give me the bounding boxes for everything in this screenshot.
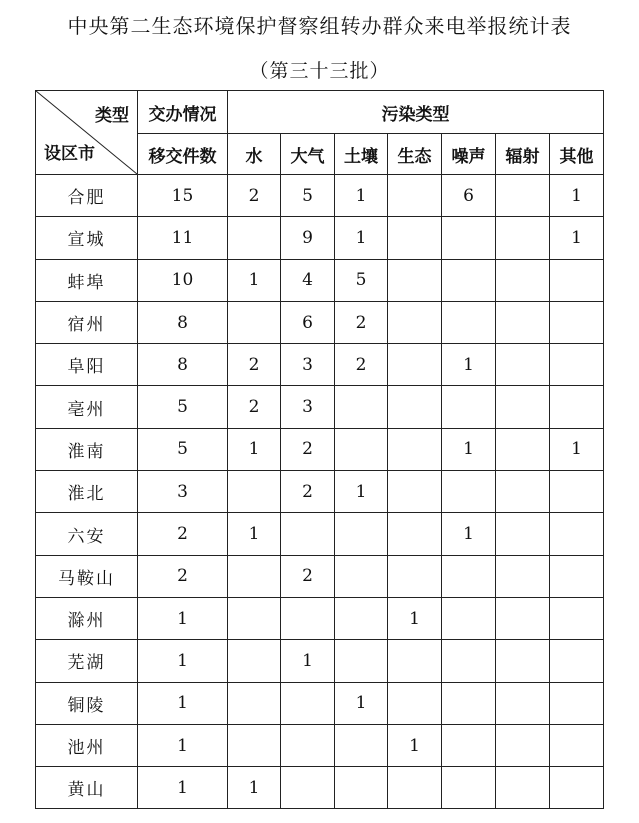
air-cell: 9 (281, 217, 335, 259)
air-cell (281, 724, 335, 766)
eco-cell (388, 175, 442, 217)
type-header-eco: 生态 (388, 134, 442, 175)
count-cell: 8 (138, 301, 228, 343)
count-cell: 1 (138, 767, 228, 809)
count-cell: 5 (138, 428, 228, 470)
noise-cell (442, 640, 496, 682)
type-header-other: 其他 (550, 134, 604, 175)
eco-cell (388, 259, 442, 301)
table-row (36, 301, 604, 343)
eco-cell (388, 640, 442, 682)
count-cell: 10 (138, 259, 228, 301)
radiation-cell (496, 555, 550, 597)
air-cell: 1 (281, 640, 335, 682)
type-header-noise: 噪声 (442, 134, 496, 175)
diagonal-top-label: 类型 (95, 106, 129, 126)
city-cell: 淮北 (36, 471, 138, 513)
city-cell: 黄山 (36, 767, 138, 809)
noise-cell (442, 682, 496, 724)
city-cell: 蚌埠 (36, 259, 138, 301)
report-table (35, 90, 604, 809)
other-cell (550, 640, 604, 682)
radiation-cell (496, 513, 550, 555)
water-cell (228, 555, 281, 597)
water-cell (228, 597, 281, 639)
other-cell: 1 (550, 428, 604, 470)
radiation-cell (496, 217, 550, 259)
other-cell (550, 386, 604, 428)
other-cell (550, 682, 604, 724)
other-cell: 1 (550, 175, 604, 217)
eco-cell (388, 471, 442, 513)
noise-cell (442, 386, 496, 428)
noise-cell (442, 555, 496, 597)
soil-cell: 1 (335, 471, 388, 513)
air-cell: 5 (281, 175, 335, 217)
table-row (36, 767, 604, 809)
city-cell: 阜阳 (36, 344, 138, 386)
noise-cell: 1 (442, 513, 496, 555)
city-cell: 宿州 (36, 301, 138, 343)
eco-cell: 1 (388, 724, 442, 766)
eco-cell (388, 386, 442, 428)
diagonal-bottom-label: 设区市 (44, 144, 95, 164)
radiation-cell (496, 682, 550, 724)
radiation-cell (496, 471, 550, 513)
radiation-cell (496, 344, 550, 386)
air-cell (281, 513, 335, 555)
city-cell: 淮南 (36, 428, 138, 470)
noise-cell (442, 301, 496, 343)
noise-cell (442, 471, 496, 513)
count-cell: 8 (138, 344, 228, 386)
eco-cell (388, 513, 442, 555)
city-cell: 芜湖 (36, 640, 138, 682)
water-cell: 1 (228, 513, 281, 555)
noise-cell: 1 (442, 428, 496, 470)
radiation-cell (496, 386, 550, 428)
count-cell: 2 (138, 513, 228, 555)
air-cell: 3 (281, 344, 335, 386)
table-row (36, 259, 604, 301)
table-row (36, 597, 604, 639)
radiation-cell (496, 724, 550, 766)
water-cell (228, 301, 281, 343)
type-header-radiation: 辐射 (496, 134, 550, 175)
eco-cell (388, 217, 442, 259)
count-cell: 1 (138, 724, 228, 766)
count-cell: 1 (138, 640, 228, 682)
soil-cell (335, 513, 388, 555)
city-cell: 马鞍山 (36, 555, 138, 597)
table-row (36, 513, 604, 555)
count-cell: 5 (138, 386, 228, 428)
radiation-cell (496, 597, 550, 639)
soil-cell (335, 724, 388, 766)
table-row (36, 471, 604, 513)
table-row (36, 386, 604, 428)
assign-group-header: 交办情况 (138, 91, 228, 134)
eco-cell (388, 428, 442, 470)
other-cell (550, 767, 604, 809)
count-cell: 3 (138, 471, 228, 513)
noise-cell: 6 (442, 175, 496, 217)
table-row (36, 217, 604, 259)
eco-cell (388, 767, 442, 809)
radiation-cell (496, 175, 550, 217)
city-cell: 亳州 (36, 386, 138, 428)
noise-cell (442, 597, 496, 639)
noise-cell (442, 217, 496, 259)
radiation-cell (496, 259, 550, 301)
air-cell: 4 (281, 259, 335, 301)
city-cell: 铜陵 (36, 682, 138, 724)
soil-cell: 5 (335, 259, 388, 301)
radiation-cell (496, 640, 550, 682)
soil-cell: 1 (335, 175, 388, 217)
air-cell: 6 (281, 301, 335, 343)
soil-cell (335, 767, 388, 809)
city-cell: 合肥 (36, 175, 138, 217)
city-cell: 宣城 (36, 217, 138, 259)
soil-cell: 1 (335, 682, 388, 724)
water-cell: 2 (228, 175, 281, 217)
table-row (36, 344, 604, 386)
air-cell: 2 (281, 428, 335, 470)
water-cell: 2 (228, 344, 281, 386)
diagonal-header-cell (36, 91, 138, 175)
air-cell: 2 (281, 555, 335, 597)
radiation-cell (496, 301, 550, 343)
table-row (36, 724, 604, 766)
count-cell: 2 (138, 555, 228, 597)
eco-cell (388, 682, 442, 724)
water-cell (228, 471, 281, 513)
document-title: 中央第二生态环境保护督察组转办群众来电举报统计表 (67, 14, 572, 38)
soil-cell (335, 597, 388, 639)
pollution-group-header: 污染类型 (228, 91, 604, 134)
noise-cell: 1 (442, 344, 496, 386)
count-cell: 1 (138, 682, 228, 724)
soil-cell: 2 (335, 344, 388, 386)
city-cell: 滁州 (36, 597, 138, 639)
count-cell: 1 (138, 597, 228, 639)
water-cell: 1 (228, 428, 281, 470)
soil-cell (335, 386, 388, 428)
water-cell: 1 (228, 259, 281, 301)
city-cell: 六安 (36, 513, 138, 555)
air-cell (281, 597, 335, 639)
other-cell (550, 597, 604, 639)
air-cell (281, 682, 335, 724)
soil-cell (335, 428, 388, 470)
count-cell: 11 (138, 217, 228, 259)
air-cell: 2 (281, 471, 335, 513)
other-cell (550, 724, 604, 766)
eco-cell: 1 (388, 597, 442, 639)
water-cell: 2 (228, 386, 281, 428)
eco-cell (388, 344, 442, 386)
type-header-air: 大气 (281, 134, 335, 175)
other-cell: 1 (550, 217, 604, 259)
count-cell: 15 (138, 175, 228, 217)
table-row (36, 175, 604, 217)
assign-count-header: 移交件数 (138, 134, 228, 175)
type-header-soil: 土壤 (335, 134, 388, 175)
radiation-cell (496, 767, 550, 809)
water-cell (228, 640, 281, 682)
noise-cell (442, 259, 496, 301)
air-cell: 3 (281, 386, 335, 428)
other-cell (550, 259, 604, 301)
soil-cell: 2 (335, 301, 388, 343)
city-cell: 池州 (36, 724, 138, 766)
noise-cell (442, 767, 496, 809)
other-cell (550, 513, 604, 555)
radiation-cell (496, 428, 550, 470)
table-row (36, 555, 604, 597)
noise-cell (442, 724, 496, 766)
table-row (36, 682, 604, 724)
other-cell (550, 301, 604, 343)
other-cell (550, 471, 604, 513)
soil-cell (335, 640, 388, 682)
other-cell (550, 555, 604, 597)
other-cell (550, 344, 604, 386)
soil-cell: 1 (335, 217, 388, 259)
eco-cell (388, 301, 442, 343)
soil-cell (335, 555, 388, 597)
table-row (36, 640, 604, 682)
table-row (36, 428, 604, 470)
eco-cell (388, 555, 442, 597)
water-cell (228, 724, 281, 766)
air-cell (281, 767, 335, 809)
document-subtitle: （第三十三批） (249, 60, 390, 82)
type-header-water: 水 (228, 134, 281, 175)
water-cell (228, 217, 281, 259)
water-cell: 1 (228, 767, 281, 809)
water-cell (228, 682, 281, 724)
